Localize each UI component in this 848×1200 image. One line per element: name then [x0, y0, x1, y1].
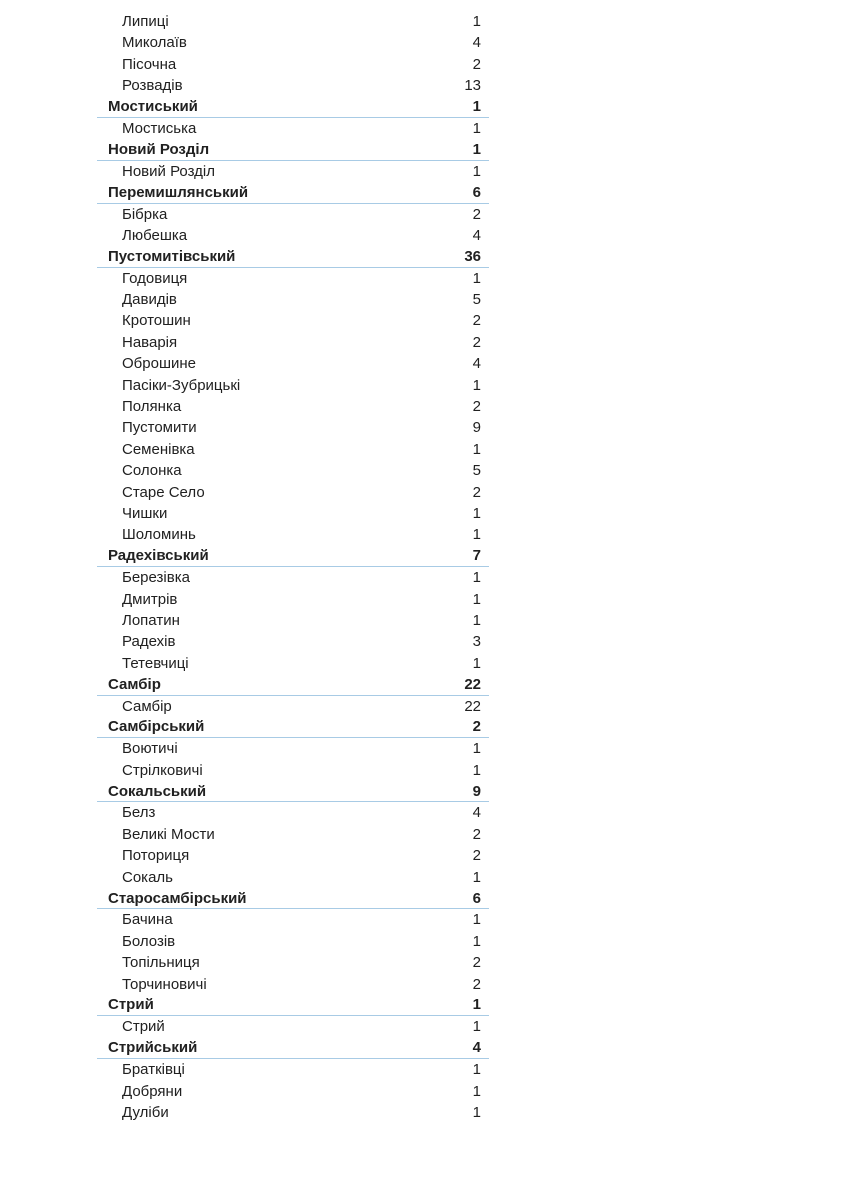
count-value: 1: [472, 611, 481, 629]
settlement-name: Шоломинь: [122, 526, 196, 544]
count-value: 4: [472, 804, 481, 822]
settlement-row: [97, 11, 489, 32]
district-name: Старосамбірський: [108, 889, 247, 907]
district-row: [97, 1038, 489, 1059]
settlement-row: [97, 802, 489, 823]
settlement-row: [97, 161, 489, 182]
settlement-name: Добряни: [122, 1082, 183, 1100]
district-row: [97, 717, 489, 738]
count-value: 1: [472, 1082, 481, 1100]
count-value: 1: [472, 740, 481, 758]
settlement-row: [97, 867, 489, 888]
settlement-name: Лопатин: [122, 611, 180, 629]
district-name: Новий Розділ: [108, 140, 210, 158]
district-row: [97, 781, 489, 802]
count-value: 2: [472, 398, 481, 416]
count-value: 2: [472, 55, 481, 73]
count-value: 1: [472, 119, 481, 137]
settlement-name: Пасіки-Зубрицькі: [122, 376, 241, 394]
settlement-row: [97, 931, 489, 952]
count-value: 2: [472, 847, 481, 865]
settlement-name: Розвадів: [122, 77, 183, 95]
count-value: 1: [472, 1103, 481, 1121]
count-value: 1: [472, 98, 481, 116]
settlement-name: Дуліби: [122, 1103, 169, 1121]
settlement-row: [97, 289, 489, 310]
settlement-row: [97, 439, 489, 460]
district-name: Сокальський: [108, 782, 207, 800]
district-name: Пустомитівський: [108, 247, 236, 265]
settlement-name: Стрілковичі: [122, 761, 203, 779]
settlement-row: [97, 824, 489, 845]
count-value: 1: [472, 162, 481, 180]
settlement-row: [97, 524, 489, 545]
settlement-name: Бачина: [122, 911, 173, 929]
count-value: 4: [472, 226, 481, 244]
settlement-name: Наварія: [122, 333, 178, 351]
count-value: 6: [472, 183, 481, 201]
count-value: 1: [472, 996, 481, 1014]
district-name: Стрийський: [108, 1039, 198, 1057]
count-value: 2: [472, 718, 481, 736]
count-value: 1: [472, 590, 481, 608]
settlement-row: [97, 589, 489, 610]
settlement-row: [97, 353, 489, 374]
settlement-name: Радехів: [122, 633, 176, 651]
settlement-name: Липиці: [122, 13, 169, 30]
settlement-name: Чишки: [122, 504, 168, 522]
settlement-row: [97, 396, 489, 417]
settlement-name: Самбір: [122, 697, 172, 715]
settlement-name: Любешка: [122, 226, 188, 244]
count-value: 4: [472, 355, 481, 373]
settlement-name: Бібрка: [122, 205, 168, 223]
count-value: 1: [472, 269, 481, 287]
settlement-row: [97, 610, 489, 631]
settlement-row: [97, 482, 489, 503]
settlement-name: Воютичі: [122, 740, 178, 758]
district-row: [97, 546, 489, 567]
settlement-name: Дмитрів: [122, 590, 178, 608]
district-row: [97, 995, 489, 1016]
count-value: 36: [464, 247, 481, 265]
district-row: [97, 97, 489, 118]
settlement-row: [97, 503, 489, 524]
settlement-name: Белз: [122, 804, 156, 822]
settlement-name: Поториця: [122, 847, 190, 865]
settlement-row: [97, 760, 489, 781]
count-value: 1: [472, 654, 481, 672]
count-value: 7: [472, 547, 481, 565]
settlement-name: Солонка: [122, 462, 182, 480]
count-value: 2: [472, 333, 481, 351]
district-name: Стрий: [108, 996, 154, 1014]
settlement-name: Тетевчиці: [122, 654, 189, 672]
settlement-row: [97, 1102, 489, 1123]
count-value: 2: [472, 312, 481, 330]
count-value: 1: [472, 932, 481, 950]
count-value: 2: [472, 954, 481, 972]
count-value: 2: [472, 825, 481, 843]
count-value: 1: [472, 911, 481, 929]
settlement-name: Великі Мости: [122, 825, 215, 843]
count-value: 1: [472, 1061, 481, 1079]
settlement-row: [97, 653, 489, 674]
settlement-name: Мостиська: [122, 119, 197, 137]
settlement-row: [97, 54, 489, 75]
settlement-row: [97, 225, 489, 246]
settlement-row: [97, 268, 489, 289]
settlement-row: [97, 567, 489, 588]
count-value: 2: [472, 483, 481, 501]
count-value: 22: [464, 675, 481, 693]
settlement-name: Болозів: [122, 932, 176, 950]
settlement-row: [97, 460, 489, 481]
district-name: Перемишлянський: [108, 183, 249, 201]
settlement-row: [97, 1081, 489, 1102]
count-value: 4: [472, 1039, 481, 1057]
count-value: 6: [472, 889, 481, 907]
settlement-row: [97, 845, 489, 866]
count-value: 5: [472, 462, 481, 480]
settlement-name: Стрий: [122, 1018, 165, 1036]
district-row: [97, 182, 489, 203]
count-value: 1: [472, 376, 481, 394]
count-value: 9: [472, 419, 481, 437]
count-value: 4: [472, 34, 481, 52]
count-value: 1: [472, 868, 481, 886]
count-value: 1: [472, 504, 481, 522]
settlement-name: Березівка: [122, 569, 190, 587]
count-value: 3: [472, 633, 481, 651]
settlement-row: [97, 332, 489, 353]
settlement-row: [97, 310, 489, 331]
settlement-name: Оброшине: [122, 355, 196, 373]
count-value: 1: [472, 526, 481, 544]
settlement-name: Пустомити: [122, 419, 197, 437]
settlement-row: [97, 1059, 489, 1080]
settlement-row: [97, 952, 489, 973]
count-value: 5: [472, 291, 481, 309]
count-value: 1: [472, 140, 481, 158]
settlement-name: Семенівка: [122, 440, 195, 458]
count-value: 1: [472, 761, 481, 779]
count-value: 1: [472, 1018, 481, 1036]
district-row: [97, 888, 489, 909]
count-value: 1: [472, 13, 481, 30]
settlement-name: Пісочна: [122, 55, 177, 73]
count-value: 13: [464, 77, 481, 95]
count-value: 1: [472, 569, 481, 587]
count-value: 2: [472, 975, 481, 993]
settlement-name: Миколаїв: [122, 34, 187, 52]
settlement-row: [97, 32, 489, 53]
settlement-name: Давидів: [122, 291, 177, 309]
settlement-name: Торчиновичі: [122, 975, 207, 993]
settlement-name: Топільниця: [122, 954, 200, 972]
settlement-row: [97, 75, 489, 96]
district-name: Мостиський: [108, 98, 198, 116]
district-name: Самбірський: [108, 718, 205, 736]
settlement-name: Сокаль: [122, 868, 173, 886]
settlement-row: [97, 375, 489, 396]
settlement-row: [97, 696, 489, 717]
settlement-row: [97, 909, 489, 930]
settlement-row: [97, 417, 489, 438]
settlement-name: Годовиця: [122, 269, 188, 287]
settlement-row: [97, 974, 489, 995]
district-row: [97, 139, 489, 160]
settlement-name: Новий Розділ: [122, 162, 215, 180]
settlement-row: [97, 631, 489, 652]
settlement-row: [97, 118, 489, 139]
settlement-row: [97, 204, 489, 225]
settlement-name: Полянка: [122, 398, 182, 416]
district-name: Самбір: [108, 675, 161, 693]
settlement-row: [97, 738, 489, 759]
district-row: [97, 674, 489, 695]
settlement-name: Старе Село: [122, 483, 205, 501]
count-value: 1: [472, 440, 481, 458]
count-value: 9: [472, 782, 481, 800]
settlement-name: Братківці: [122, 1061, 185, 1079]
settlement-row: [97, 1016, 489, 1037]
district-row: [97, 246, 489, 267]
count-value: 22: [464, 697, 481, 715]
settlement-name: Кротошин: [122, 312, 191, 330]
district-name: Радехівський: [108, 547, 209, 565]
count-value: 2: [472, 205, 481, 223]
settlement-table: [97, 11, 489, 1123]
